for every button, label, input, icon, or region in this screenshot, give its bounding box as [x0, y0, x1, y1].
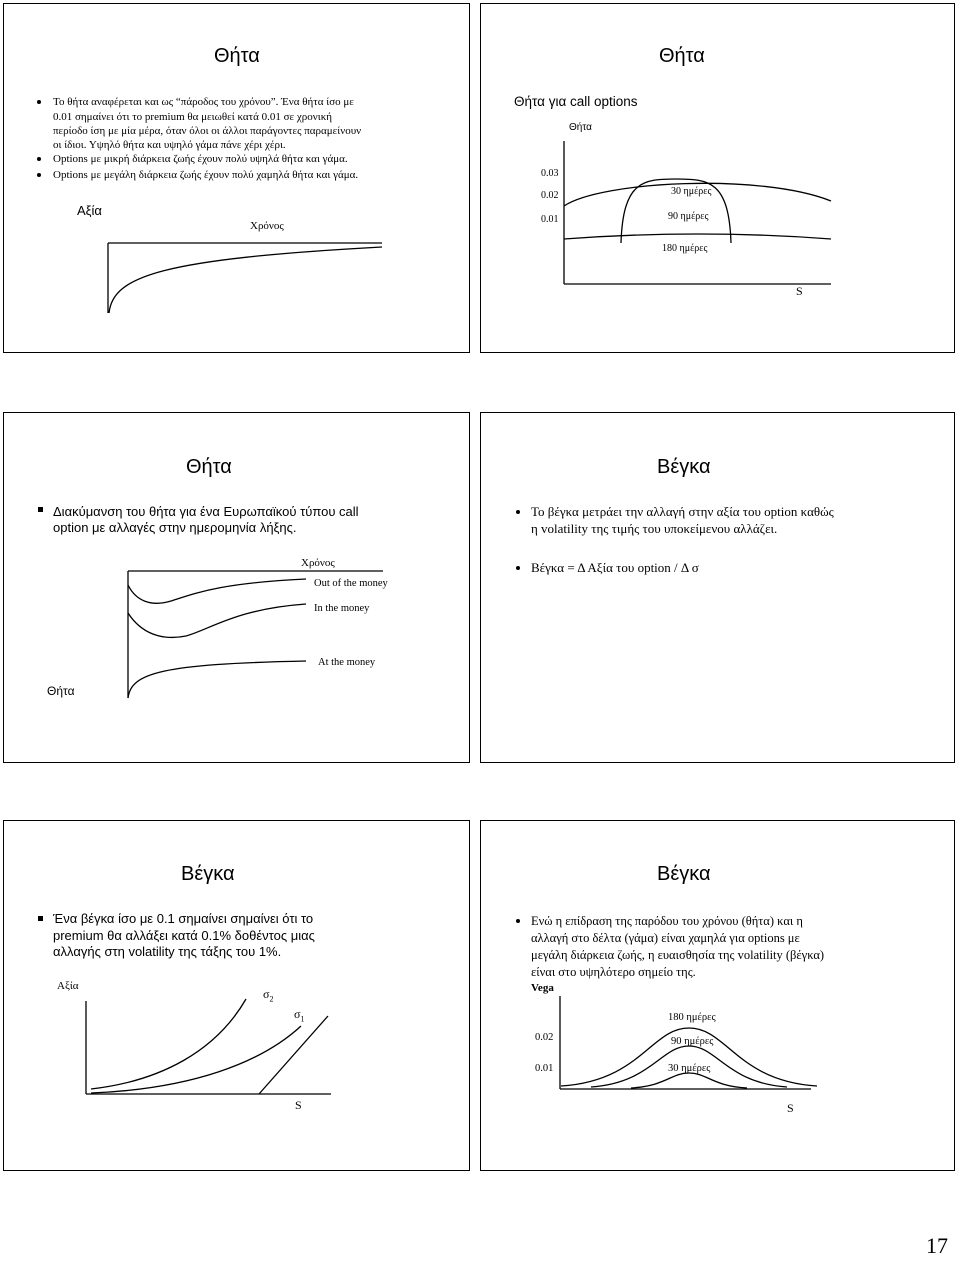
sigma-subscript: 2	[269, 994, 274, 1004]
theta-vs-time-diagram	[4, 413, 469, 762]
sigma-symbol: σ	[263, 987, 270, 1001]
y-tick-label: 0.03	[541, 168, 559, 179]
bullet-text-line: Options με μικρή διάρκεια ζωής έχουν πολύ υψηλά θήτα και γάμα.	[53, 153, 348, 165]
slide-title: Βέγκα	[657, 456, 711, 478]
y-tick-label: 0.01	[541, 214, 559, 225]
bullet-text-line: οι ίδιοι. Υψηλό θήτα και υψηλό γάμα πάνε χέρι χέρι.	[53, 139, 286, 151]
curve-label: 30 ημέρες	[671, 186, 712, 197]
curve-label: 30 ημέρες	[668, 1063, 711, 1074]
page-number: 17	[926, 1233, 948, 1258]
value-curve	[109, 247, 382, 313]
bullet-text-line: αλλαγή στο δέλτα (γάμα) είναι χαμηλά για options με	[531, 931, 800, 945]
x-axis-label: Χρόνος	[301, 557, 335, 569]
sigma-2-curve	[91, 999, 246, 1089]
slide-theta-definition	[3, 3, 470, 353]
curve-label: 180 ημέρες	[668, 1012, 716, 1023]
y-tick-label: 0.02	[535, 1032, 554, 1043]
value-vs-time-diagram	[4, 4, 469, 352]
vega-curve-30-days	[631, 1073, 747, 1088]
y-tick-label: 0.02	[541, 190, 559, 201]
y-tick-label: 0.01	[535, 1063, 554, 1074]
sigma-2-label	[263, 987, 274, 1004]
curve-label: 90 ημέρες	[671, 1036, 714, 1047]
curve-label: Out of the money	[314, 578, 388, 589]
bullet-marker	[516, 510, 520, 514]
bullet-text-line: option με αλλαγές στην ημερομηνία λήξης.	[53, 520, 297, 535]
sigma-symbol: σ	[294, 1007, 301, 1021]
bullet-marker	[516, 566, 520, 570]
x-axis-label: S	[796, 284, 803, 298]
y-axis-label: Θήτα	[47, 684, 75, 698]
x-axis-label: S	[787, 1101, 794, 1115]
slide-vega-example	[3, 820, 470, 1171]
bullet-text-line: Ενώ η επίδραση της παρόδου του χρόνου (θήτα) και η	[531, 914, 803, 928]
curve-label: At the money	[318, 657, 376, 668]
bullet-text-line: είναι στο υψηλότερο σημείο της.	[531, 965, 696, 979]
slide-theta-expiry	[3, 412, 470, 763]
bullet-text-line: Το θήτα αναφέρεται και ως “πάροδος του χρόνου”. Ένα θήτα ίσο με	[53, 96, 354, 108]
slide-vega-maturity	[480, 820, 955, 1171]
slide-title: Θήτα	[214, 45, 260, 67]
bullet-text-line: 0.01 σημαίνει ότι το premium θα μειωθεί κατά 0.01 σε χρονική	[53, 111, 333, 123]
x-axis-label: Χρόνος	[250, 220, 284, 232]
slide-title: Θήτα	[186, 456, 232, 478]
y-axis-label: Αξία	[77, 203, 102, 218]
bullet-text-line: Διακύμανση του θήτα για ένα Ευρωπαϊκού τύπου call	[53, 504, 359, 519]
slide-title: Βέγκα	[657, 863, 711, 885]
y-axis-label: Αξία	[57, 980, 79, 992]
bullet-text-line: η volatility της τιμής του υποκείμενου αλλάζει.	[531, 521, 778, 536]
intrinsic-value-line	[259, 1016, 328, 1094]
slide-subtitle: Θήτα για call options	[514, 94, 638, 109]
in-the-money-curve	[128, 604, 306, 637]
bullet-text-line: Options με μεγάλη διάρκεια ζωής έχουν πολύ χαμηλά θήτα και γάμα.	[53, 169, 359, 181]
bullet-text-line: Το βέγκα μετράει την αλλαγή στην αξία του option καθώς	[531, 504, 834, 519]
curve-label: In the money	[314, 603, 370, 614]
bullet-text-line: μεγάλη διάρκεια ζωής, η ευαισθησία της volatility (βέγκα)	[531, 948, 825, 962]
curve-label: 90 ημέρες	[668, 211, 709, 222]
vega-formula: Βέγκα = Δ Αξία του option / Δ σ	[531, 560, 699, 575]
x-axis-label: S	[295, 1098, 302, 1112]
y-axis-label: Vega	[531, 982, 554, 994]
slide-theta-call-options	[480, 3, 955, 353]
slide-vega-definition	[480, 412, 955, 763]
at-the-money-curve	[128, 661, 306, 698]
vega-vs-price-diagram	[481, 821, 954, 1170]
slide-title: Βέγκα	[181, 863, 235, 885]
slide-title: Θήτα	[659, 45, 705, 67]
bullet-text-line: περίοδο ίση με μία μέρα, όταν όλοι οι άλλοι παράγοντες παραμείνουν	[53, 125, 362, 137]
bullet-text-line: Ένα βέγκα ίσο με 0.1 σημαίνει σημαίνει ότι το	[53, 911, 314, 926]
theta-curve-180-days	[564, 234, 831, 239]
value-vs-price-diagram	[4, 821, 469, 1170]
curve-label: 180 ημέρες	[662, 243, 708, 254]
bullet-text-line: αλλαγής στη volatility της τάξης του 1%.	[53, 944, 282, 959]
bullet-text-line: premium θα αλλάξει κατά 0.1% δοθέντος μιας	[53, 928, 315, 943]
sigma-1-label	[294, 1007, 305, 1024]
sigma-subscript: 1	[300, 1014, 305, 1024]
y-axis-label: Θήτα	[569, 122, 592, 133]
out-of-the-money-curve	[128, 579, 306, 603]
